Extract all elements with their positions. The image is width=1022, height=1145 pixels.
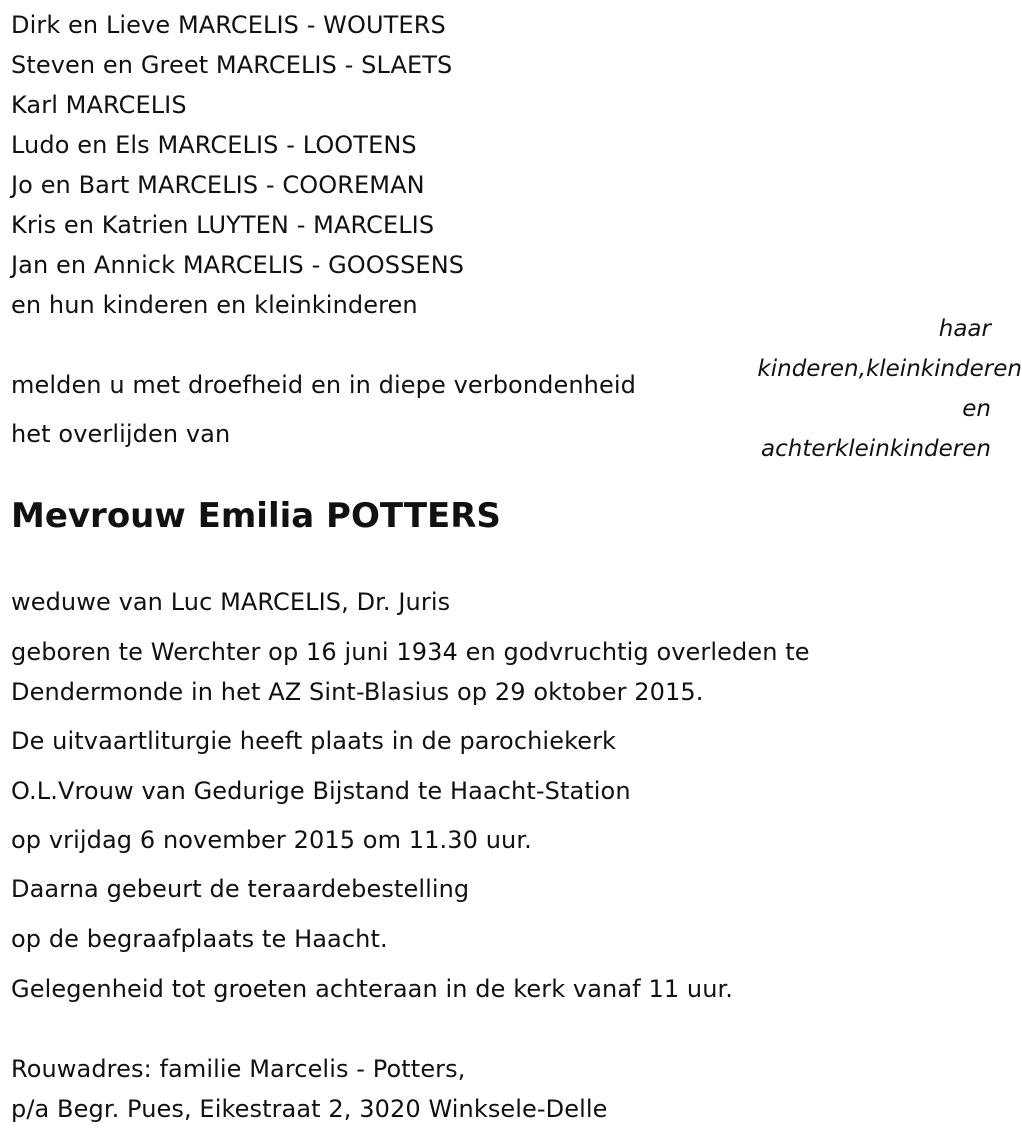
address-line: p/a Begr. Pues, Eikestraat 2, 3020 Winksele-Delle	[11, 1095, 608, 1123]
side-note-line: kinderen,kleinkinderen	[757, 356, 1022, 382]
detail-line: weduwe van Luc MARCELIS, Dr. Juris	[11, 588, 451, 616]
family-line: en hun kinderen en kleinkinderen	[11, 291, 418, 319]
detail-line: op de begraafplaats te Haacht.	[11, 925, 388, 953]
detail-line: Gelegenheid tot groeten achteraan in de kerk vanaf 11 uur.	[11, 975, 734, 1003]
side-note-line: haar	[938, 316, 991, 342]
detail-line: O.L.Vrouw van Gedurige Bijstand te Haacht-Station	[11, 777, 631, 805]
detail-line: Daarna gebeurt de teraardebestelling	[11, 875, 470, 903]
side-note-line: achterkleinkinderen	[761, 436, 991, 462]
family-line: Dirk en Lieve MARCELIS - WOUTERS	[11, 11, 446, 39]
announcement-line: het overlijden van	[11, 420, 231, 448]
family-line: Ludo en Els MARCELIS - LOOTENS	[11, 131, 417, 159]
family-line: Jan en Annick MARCELIS - GOOSSENS	[11, 251, 465, 279]
family-line: Steven en Greet MARCELIS - SLAETS	[11, 51, 453, 79]
family-line: Karl MARCELIS	[11, 91, 187, 119]
detail-line: Dendermonde in het AZ Sint-Blasius op 29 oktober 2015.	[11, 678, 704, 706]
detail-line: De uitvaartliturgie heeft plaats in de parochiekerk	[11, 727, 617, 755]
family-line: Jo en Bart MARCELIS - COOREMAN	[11, 171, 425, 199]
address-line: Rouwadres: familie Marcelis - Potters,	[11, 1055, 466, 1083]
side-note-line: en	[962, 396, 991, 422]
detail-line: op vrijdag 6 november 2015 om 11.30 uur.	[11, 826, 532, 854]
family-line: Kris en Katrien LUYTEN - MARCELIS	[11, 211, 435, 239]
deceased-name: Mevrouw Emilia POTTERS	[11, 496, 501, 536]
detail-line: geboren te Werchter op 16 juni 1934 en godvruchtig overleden te	[11, 638, 810, 666]
announcement-line: melden u met droefheid en in diepe verbondenheid	[11, 371, 636, 399]
